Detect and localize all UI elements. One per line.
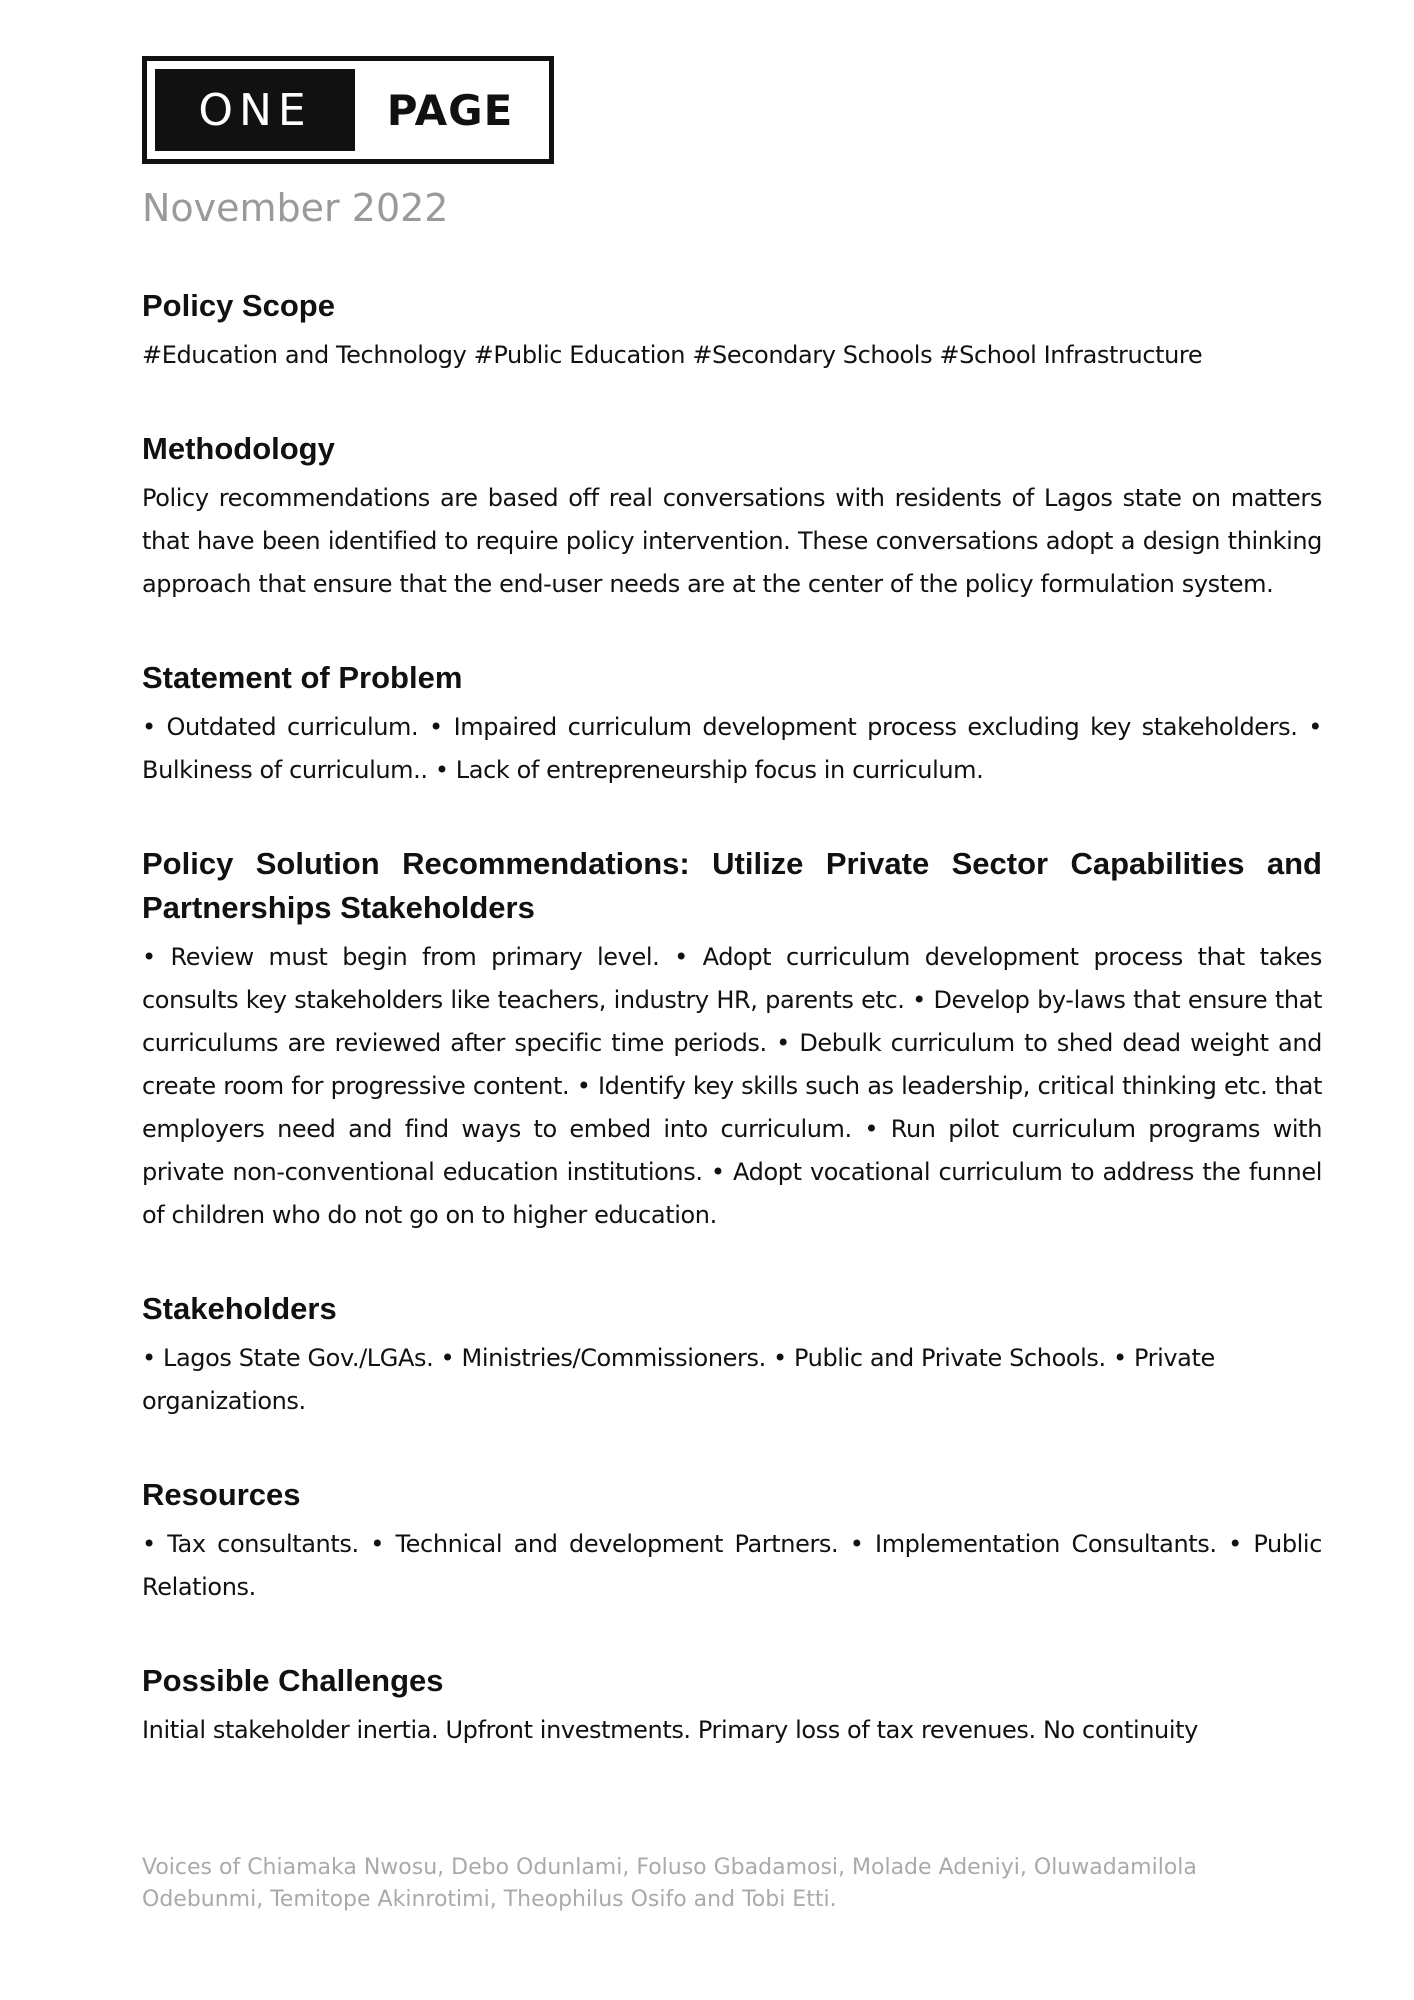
section-policy-solution bbox=[142, 842, 1322, 1237]
section-body: • Review must begin from primary level. • Adopt curriculum development process that takes consults key stakeholders like teachers, industry HR, parents etc. • Develop by-laws that ensure that curriculums are reviewed after specific time periods. • Debulk curriculum to shed dead weight and create room for progressive content. • Identify key skills such as leadership, critical thinking etc. that employers need and find ways to embed into curriculum. • Run pilot curriculum programs with private non-conventional education institutions. • Adopt vocational curriculum to address the funnel of children who do not go on to higher education. bbox=[142, 943, 1322, 1229]
contributors-footer: Voices of Chiamaka Nwosu, Debo Odunlami, Foluso Gbadamosi, Molade Adeniyi, Oluwadamilola Odebunmi, Temitope Akinrotimi, Theophilus Osifo and Tobi Etti. bbox=[142, 1855, 1197, 1912]
section-heading: Resources bbox=[142, 1477, 301, 1512]
section-body: • Outdated curriculum. • Impaired curriculum development process excluding key stakeholders. • Bulkiness of curriculum.. • Lack of entrepreneurship focus in curriculum. bbox=[142, 713, 1322, 784]
section-body: • Tax consultants. • Technical and development Partners. • Implementation Consultants. • Public Relations. bbox=[142, 1530, 1322, 1601]
section-stakeholders bbox=[142, 1287, 1322, 1423]
logo-one-text: ONE bbox=[155, 69, 355, 151]
section-heading: Possible Challenges bbox=[142, 1663, 444, 1698]
section-body: Policy recommendations are based off real conversations with residents of Lagos state on matters that have been identified to require policy intervention. These conversations adopt a design thinking approach that ensure that the end-user needs are at the center of the policy formulation system. bbox=[142, 484, 1322, 598]
section-body: #Education and Technology #Public Education #Secondary Schools #School Infrastructure bbox=[142, 341, 1203, 369]
section-heading: Policy Solution Recommendations: Utilize Private Sector Capabilities and Partnerships Stakeholders bbox=[142, 846, 1322, 925]
section-statement-of-problem bbox=[142, 656, 1322, 792]
section-body: Initial stakeholder inertia. Upfront investments. Primary loss of tax revenues. No continuity bbox=[142, 1716, 1198, 1744]
logo-page-text: PAGE bbox=[386, 85, 514, 135]
document-page bbox=[142, 56, 1322, 1752]
section-possible-challenges bbox=[142, 1659, 1322, 1752]
section-body: • Lagos State Gov./LGAs. • Ministries/Commissioners. • Public and Private Schools. • Private organizations. bbox=[142, 1344, 1215, 1415]
section-resources bbox=[142, 1473, 1322, 1609]
section-methodology bbox=[142, 427, 1322, 606]
section-policy-scope bbox=[142, 284, 1322, 377]
section-heading: Statement of Problem bbox=[142, 660, 463, 695]
section-heading: Stakeholders bbox=[142, 1291, 337, 1326]
one-page-logo bbox=[142, 56, 554, 164]
document-date: November 2022 bbox=[142, 186, 449, 230]
section-heading: Policy Scope bbox=[142, 288, 335, 323]
section-heading: Methodology bbox=[142, 431, 335, 466]
